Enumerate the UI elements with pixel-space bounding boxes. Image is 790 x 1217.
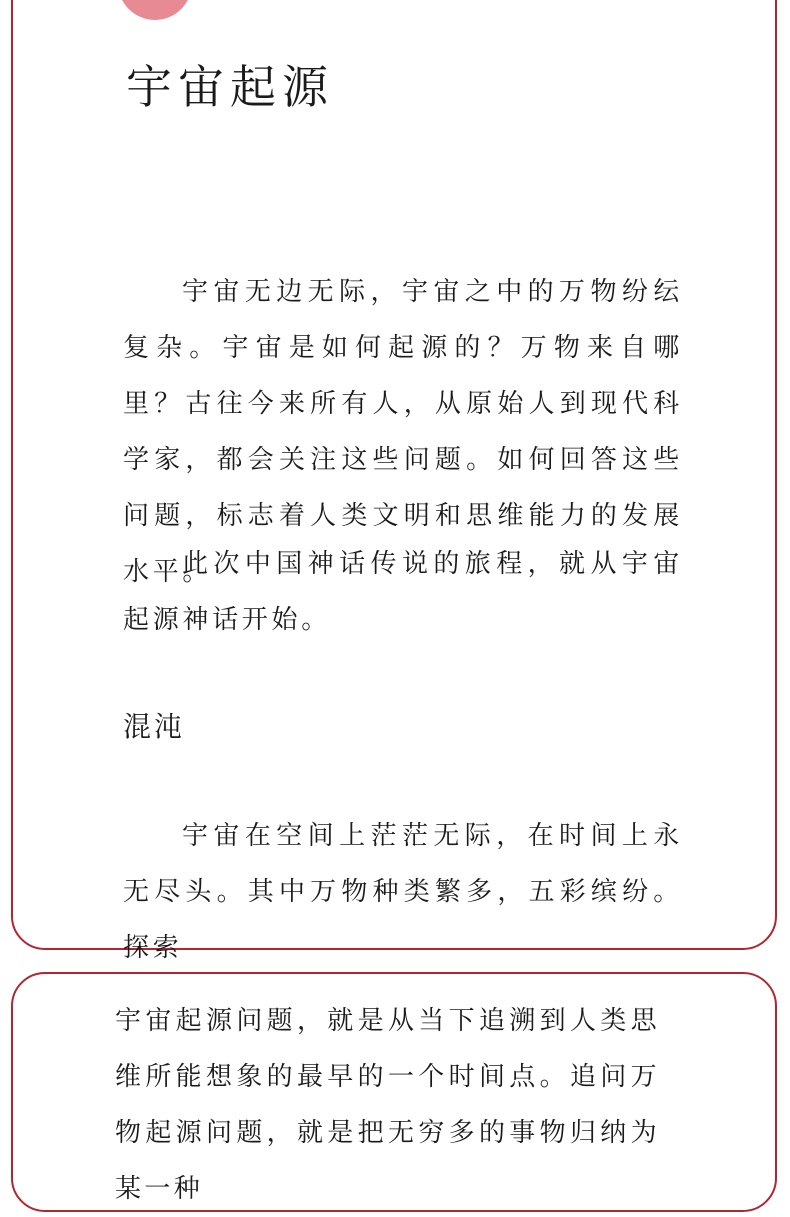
continued-paragraph: 宇宙起源问题，就是从当下追溯到人类思维所能想象的最早的一个时间点。追问万物起源问题，就是把无穷多的事物归纳为某一种 [115,1006,660,1204]
intro-paragraph-1: 宇宙无边无际，宇宙之中的万物纷纭复杂。宇宙是如何起源的？万物来自哪里？古往今来所有人，从原始人到现代科学家，都会关注这些问题。如何回答这些问题，标志着人类文明和思维能力的发展水平。 [123,277,683,587]
section-paragraph: 宇宙在空间上茫茫无际，在时间上永无尽头。其中万物种类繁多，五彩缤纷。探索 [123,821,683,963]
intro-paragraph-2: 此次中国神话传说的旅程，就从宇宙起源神话开始。 [123,549,683,635]
section-heading: 混沌 [123,710,186,743]
page-title: 宇宙起源 [126,60,334,114]
